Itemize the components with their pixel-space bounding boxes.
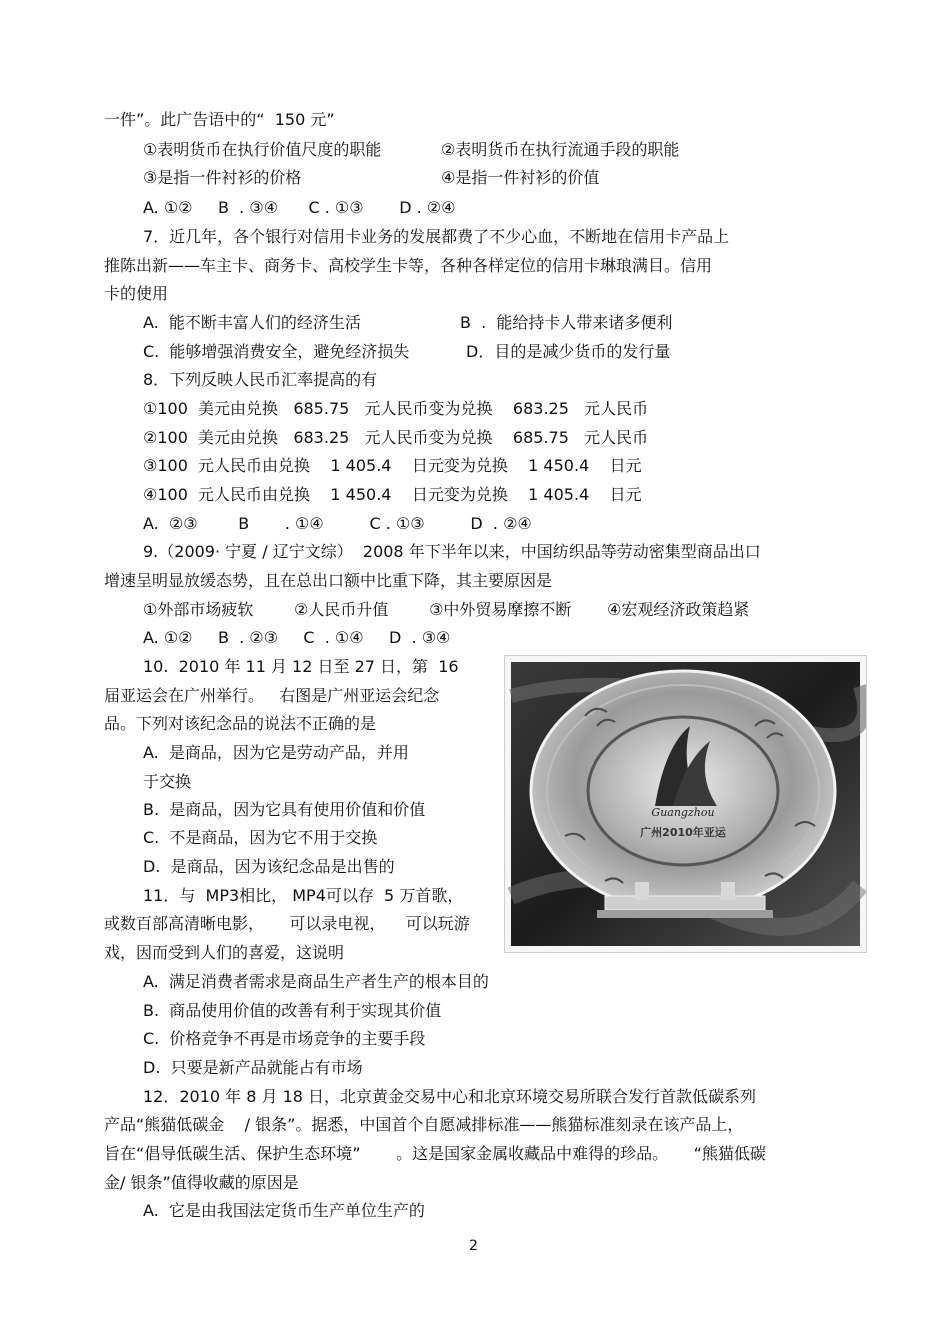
text-line: 推陈出新——车主卡、商务卡、高校学生卡等，各种各样定位的信用卡琳琅满目。信用 [104,256,713,275]
text-line: ④100 元人民币由兑换 1 450.4 日元变为兑换 1 405.4 日元 [143,485,642,504]
text-line: ②表明货币在执行流通手段的职能 [441,140,680,159]
text-line: A. 满足消费者需求是商品生产者生产的根本目的 [143,972,489,991]
text-line: 于交换 [143,772,192,791]
text-line: 产品“熊猫低碳金 / 银条”。据悉，中国首个自愿减排标准——熊猫标准刻录在该产品上， [104,1115,744,1134]
text-line: D．目的是减少货币的发行量 [466,342,671,361]
text-line: D. 只要是新产品就能占有市场 [143,1058,363,1077]
text-line: A. 是商品，因为它是劳动产品，并用 [143,743,409,762]
text-line: ①100 美元由兑换 685.75 元人民币变为兑换 683.25 元人民币 [143,399,649,418]
text-line: ④是指一件衬衫的价值 [441,168,600,187]
text-line: 届亚运会在广州举行。 右图是广州亚运会纪念 [104,686,440,705]
text-line: A. ①② B . ③④ C . ①③ D . ②④ [143,198,456,217]
text-line: 8．下列反映人民币汇率提高的有 [143,370,378,389]
text-line: 9.（2009· 宁夏 / 辽宁文综） 2008 年下半年以来，中国纺织品等劳动密集型商品出口 [143,542,761,561]
text-line: ②100 美元由兑换 683.25 元人民币变为兑换 685.75 元人民币 [143,428,649,447]
page-number: 2 [469,1238,478,1254]
text-line: 一件”。此广告语中的“ 150 元” [104,110,335,129]
logo-script-text: Guangzhou [651,806,715,819]
text-line: A. ②③ B . ①④ C . ①③ D . ②④ [143,514,532,533]
text-line: 卡的使用 [104,284,169,303]
text-line: 11．与 MP3相比， MP4可以存 5 万首歌， [143,886,464,905]
text-line: A. 它是由我国法定货币生产单位生产的 [143,1201,425,1220]
text-line: B . 能给持卡人带来诸多便利 [460,313,673,332]
text-line: 10. 2010 年 11 月 12 日至 27 日，第 16 [143,657,459,676]
text-line: 7．近几年，各个银行对信用卡业务的发展都费了不少心血，不断地在信用卡产品上 [143,227,730,246]
text-line: D. 是商品，因为该纪念品是出售的 [143,857,395,876]
text-line: 或数百部高清晰电影， 可以录电视， 可以玩游 [104,914,470,933]
text-line: 12．2010 年 8 月 18 日，北京黄金交易中心和北京环境交易所联合发行首款低碳系列 [143,1087,757,1106]
text-line: C. 不是商品，因为它不用于交换 [143,828,378,847]
plate-caption-text: 广州2010年亚运 [640,826,726,839]
text-line: ③100 元人民币由兑换 1 405.4 日元变为兑换 1 450.4 日元 [143,456,642,475]
text-line: A. 能不断丰富人们的经济生活 [143,313,361,332]
text-line: B. 商品使用价值的改善有利于实现其价值 [143,1001,442,1020]
text-line: C. 价格竞争不再是市场竞争的主要手段 [143,1029,426,1048]
text-line: 增速呈明显放缓态势，且在总出口额中比重下降，其主要原因是 [104,571,553,590]
text-line: 品。下列对该纪念品的说法不正确的是 [104,714,377,733]
text-line: 戏，因而受到人们的喜爱，这说明 [104,943,345,962]
text-line: 金/ 银条”值得收藏的原因是 [104,1173,299,1192]
commemorative-plate-photo [504,655,867,953]
crystal-plate-illustration [505,656,866,952]
text-line: ③是指一件衬衫的价格 [143,168,302,187]
text-line: 旨在“倡导低碳生活、保护生态环境” 。这是国家金属收藏品中难得的珍品。 “熊猫低碳 [104,1144,766,1163]
text-line: ①表明货币在执行价值尺度的职能 [143,140,382,159]
text-line: A. ①② B . ②③ C . ①④ D . ③④ [143,628,451,647]
text-line: ①外部市场疲软 ②人民币升值 ③中外贸易摩擦不断 ④宏观经济政策趋紧 [143,600,750,619]
text-line: B. 是商品，因为它具有使用价值和价值 [143,800,426,819]
text-line: C. 能够增强消费安全，避免经济损失 [143,342,410,361]
